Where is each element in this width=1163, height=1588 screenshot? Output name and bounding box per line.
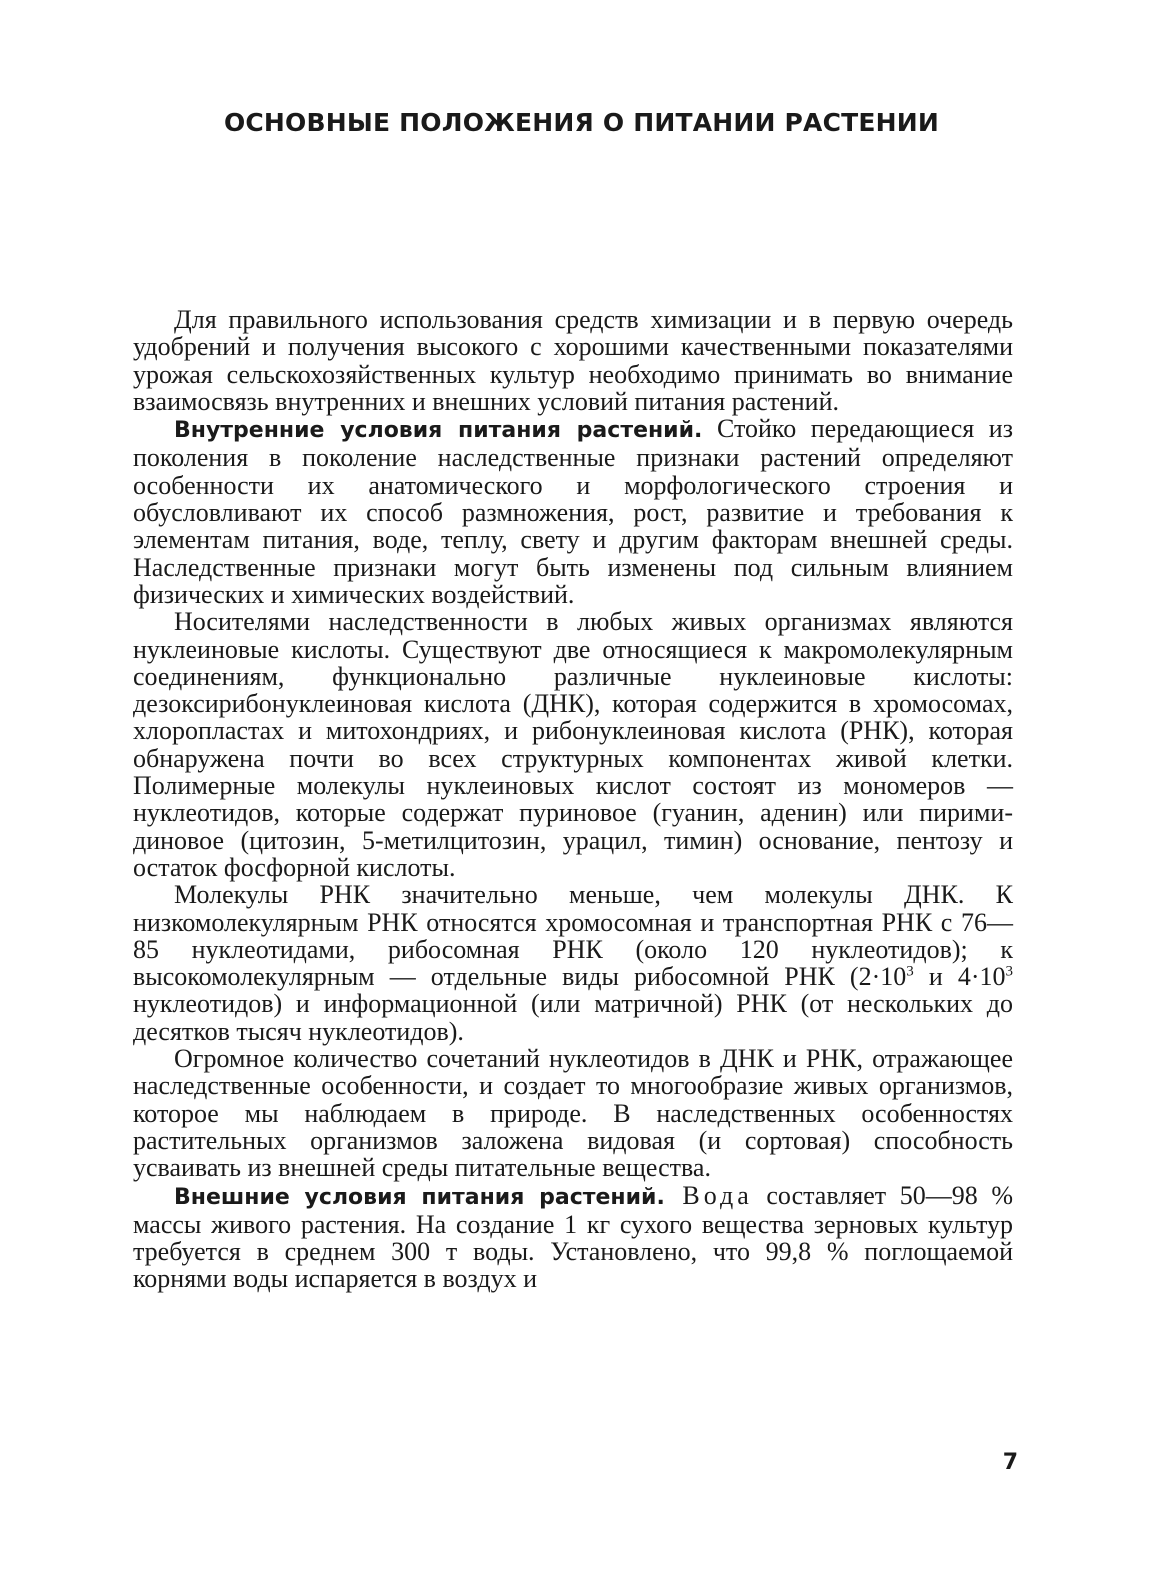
paragraph-rna-molecules <box>133 881 1013 1045</box>
body-text <box>133 306 1013 1293</box>
superscript-exponent: 3 <box>906 963 914 980</box>
paragraph-text: Огромное количество сочетаний нуклеотидов в ДНК и РНК, отражающее наследственные особенности, и создает то многообразие живых организмов, которое мы наблюдаем в природе. В наследственных особенностях растительных организмов заложена видовая (и сортовая) способность усваивать из внешней среды питательные вещества. <box>133 1044 1013 1183</box>
paragraph-text: Для правильного использования средств химизации и в первую очередь удобрений и получения высокого с хорошими качественными показателями урожая сельскохозяйственных культур необходимо принимать во внимание взаимосвязь внутренних и внешних условий питания растений. <box>133 305 1013 416</box>
paragraph-lead-heading: Внешние условия питания растений. <box>174 1184 665 1210</box>
paragraph-text: составляет 50—98 % массы живого растения. На создание 1 кг сухого вещества зерновых культур требуется в среднем 300 т воды. Установлено, что 99,8 % поглощаемой корнями воды испаряется в воздух и <box>133 1180 1013 1294</box>
paragraph-text: нуклеотидов) и информационной (или матричной) РНК (от нескольких до десятков тысяч нуклеотидов). <box>133 989 1013 1046</box>
page-number: 7 <box>1002 1450 1018 1475</box>
paragraph-text: Носителями наследственности в любых живых организмах являются нуклеиновые кислоты. Существуют две относящиеся к макромолекулярным соединениям, функционально различные нуклеиновые кислоты: дезоксирибонуклеиновая кислота (ДНК), которая содержится в хромосомах, хлоропластах и митохондриях, и рибонуклеиновая кислота (РНК), которая обнаружена почти во всех структурных компонентах живой клетки. Полимерные молекулы нуклеиновых кислот состоят из мономеров — нуклеотидов, которые содержат пуриновое (гуанин, аденин) или пиримидиновое (цитозин, 5-метилцитозин, урацил, тимин) основание, пентозу и остаток фосфорной кислоты. <box>133 607 1013 882</box>
paragraph-internal-conditions <box>133 415 1013 608</box>
paragraph-lead-heading: Внутренние условия питания растений. <box>174 418 703 444</box>
paragraph-nucleotide-combinations <box>133 1045 1013 1181</box>
superscript-exponent: 3 <box>1005 963 1013 980</box>
paragraph-text: и 4·10 <box>913 962 1006 992</box>
paragraph-nucleic-acids <box>133 608 1013 881</box>
paragraph-spaced-term: Вода <box>664 1180 753 1210</box>
paragraph-external-conditions <box>133 1182 1013 1293</box>
paragraph-text: Молекулы РНК значительно меньше, чем молекулы ДНК. К низкомолекулярным РНК относятся хромосомная и транспортная РНК с 76—85 нуклеотидами, рибосомная РНК (около 120 нуклеотидов); к высокомолекулярным — отдельные виды рибосомной РНК (2·10 <box>133 880 1013 992</box>
paragraph-intro <box>133 306 1013 415</box>
paragraph-text: Стойко передающиеся из поколения в поколение наследственные признаки растений определяют особенности их анатомического и морфологического строения и обусловливают их способ размножения, рост, развитие и требования к элементам питания, воде, теплу, свету и другим факторам внешней среды. Наследственные признаки могут быть изменены под сильным влиянием физических и химических воздействий. <box>133 414 1013 609</box>
page-title: ОСНОВНЫЕ ПОЛОЖЕНИЯ О ПИТАНИИ РАСТЕНИИ <box>223 108 940 137</box>
